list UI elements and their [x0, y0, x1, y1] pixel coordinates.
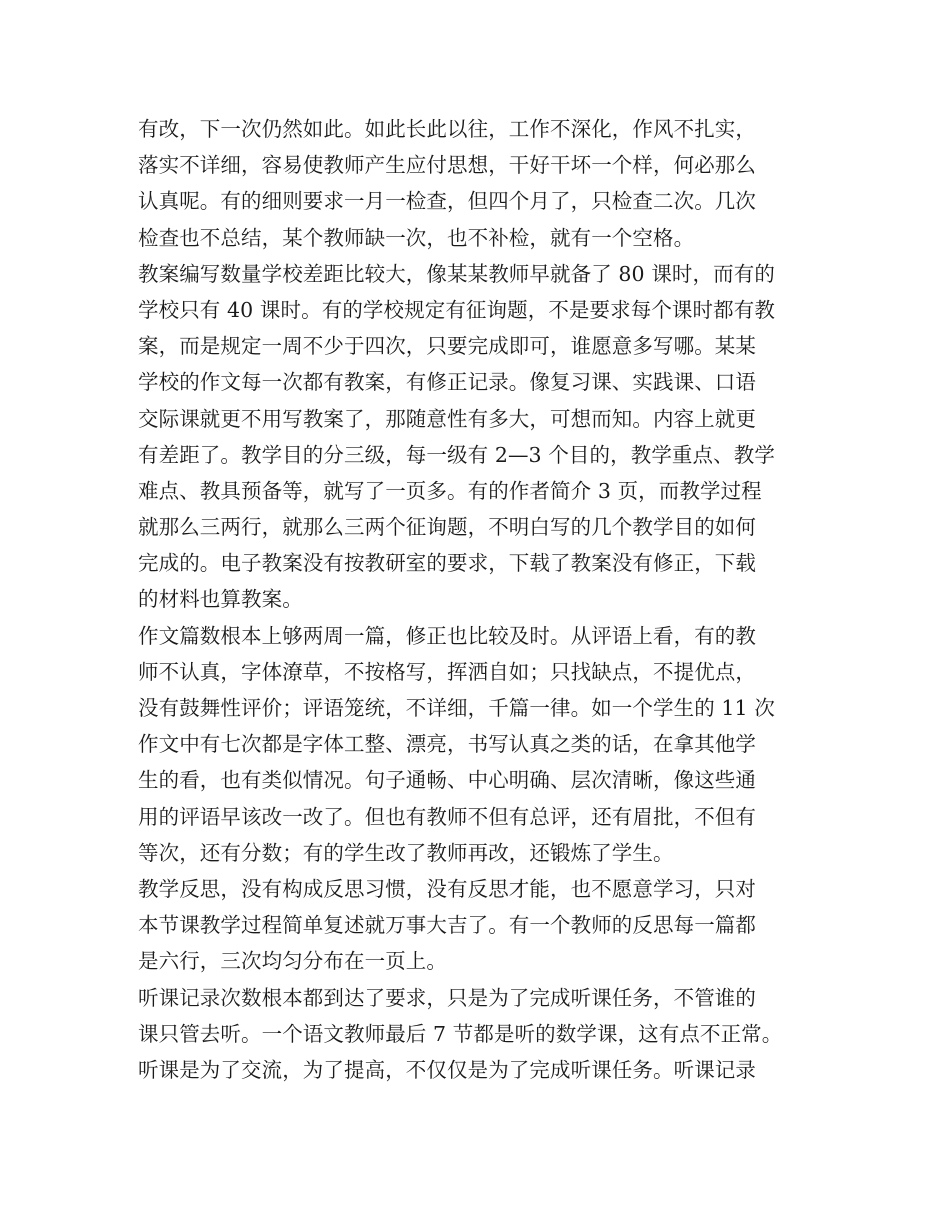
text-line: 等次，还有分数；有的学生改了教师再改，还锻炼了学生。	[138, 840, 674, 865]
text-line: 教案编写数量学校差距比较大，像某某教师早就备了 80 课时，而有的	[138, 261, 775, 286]
text-line: 的材料也算教案。	[138, 587, 303, 612]
text-line: 本节课教学过程简单复述就万事大吉了。有一个教师的反思每一篇都	[138, 913, 756, 938]
text-line: 就那么三两行，就那么三两个征询题，不明白写的几个教学目的如何	[138, 515, 756, 540]
text-line: 完成的。电子教案没有按教研室的要求，下载了教案没有修正，下载	[138, 551, 756, 576]
text-line: 没有鼓舞性评价；评语笼统，不详细，千篇一律。如一个学生的 11 次	[138, 696, 775, 720]
text-line: 认真呢。有的细则要求一月一检查，但四个月了，只检查二次。几次	[138, 189, 756, 214]
text-line: 教学反思，没有构成反思习惯，没有反思才能，也不愿意学习，只对	[138, 876, 756, 901]
text-line: 作文篇数根本上够两周一篇，修正也比较及时。从评语上看，有的教	[138, 623, 756, 648]
text-line: 有差距了。教学目的分三级，每一级有 2—3 个目的，教学重点、教学	[138, 442, 775, 467]
text-line: 师不认真，字体潦草，不按格写，挥洒自如；只找缺点，不提优点，	[138, 659, 756, 684]
text-line: 案，而是规定一周不少于四次，只要完成即可，谁愿意多写哪。某某	[138, 334, 756, 359]
text-line: 是六行，三次均匀分布在一页上。	[138, 949, 447, 974]
text-line: 交际课就更不用写教案了，那随意性有多大，可想而知。内容上就更	[138, 406, 756, 431]
text-line: 听课记录次数根本都到达了要求，只是为了完成听课任务，不管谁的	[138, 985, 756, 1010]
text-line: 难点、教具预备等，就写了一页多。有的作者简介 3 页，而教学过程	[138, 478, 762, 503]
text-line: 落实不详细，容易使教师产生应付思想，干好干坏一个样，何必那么	[138, 153, 756, 178]
document-body	[138, 111, 828, 1088]
text-line: 作文中有七次都是字体工整、漂亮，书写认真之类的话，在拿其他学	[138, 732, 756, 757]
text-line: 用的评语早该改一改了。但也有教师不但有总评，还有眉批，不但有	[138, 804, 756, 829]
text-line: 学校的作文每一次都有教案，有修正记录。像复习课、实践课、口语	[138, 370, 756, 395]
text-line: 有改，下一次仍然如此。如此长此以往，工作不深化，作风不扎实，	[138, 117, 756, 141]
text-line: 学校只有 40 课时。有的学校规定有征询题，不是要求每个课时都有教	[138, 297, 775, 322]
text-line: 听课是为了交流，为了提高，不仅仅是为了完成听课任务。听课记录	[138, 1057, 756, 1082]
text-line: 检查也不总结，某个教师缺一次，也不补检，就有一个空格。	[138, 225, 695, 250]
text-line: 课只管去听。一个语文教师最后 7 节都是听的数学课，这有点不正常。	[138, 1021, 783, 1046]
text-line: 生的看，也有类似情况。句子通畅、中心明确、层次清晰，像这些通	[138, 768, 756, 793]
